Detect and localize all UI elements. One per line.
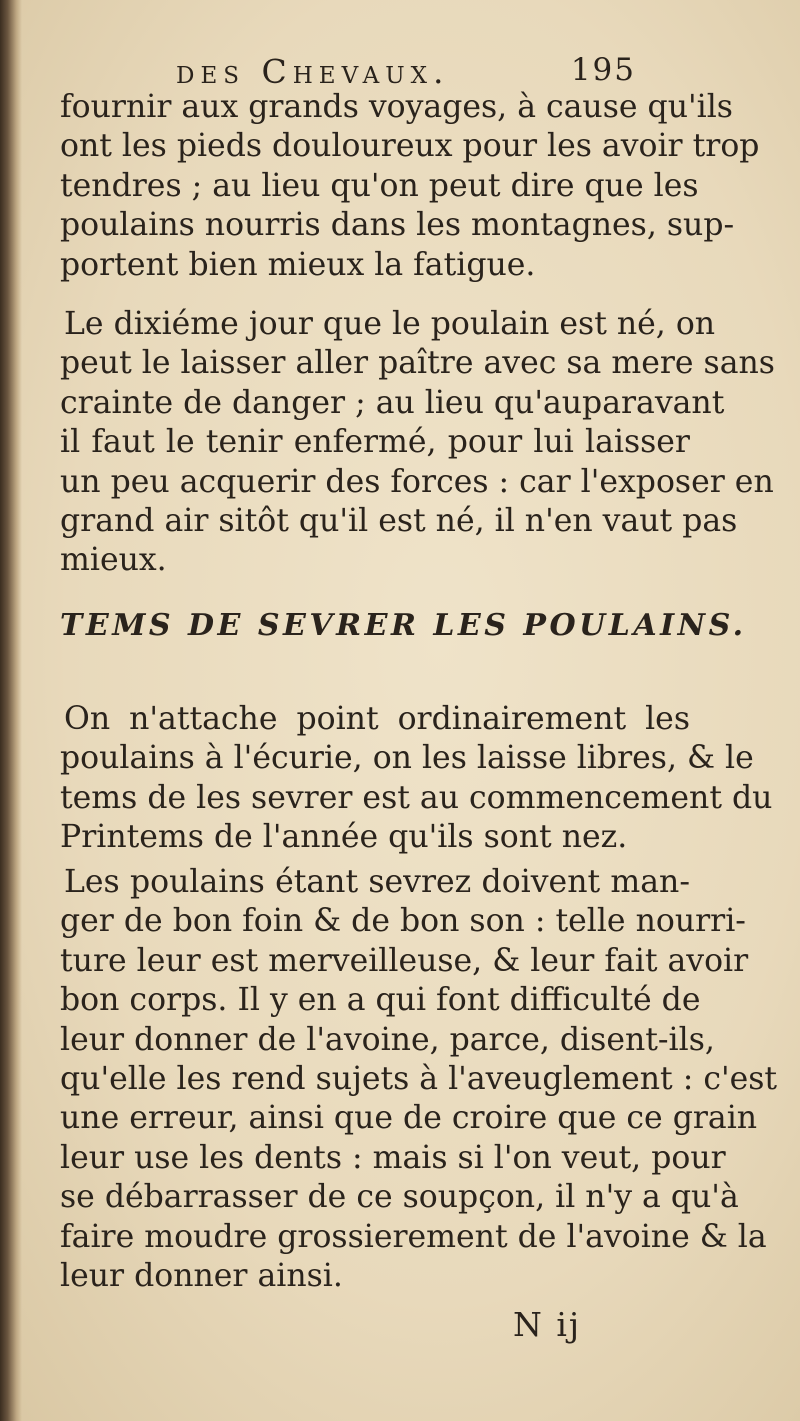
text-line: Printems de l'année qu'ils sont nez.	[60, 819, 628, 856]
text-line: leur donner ainsi.	[60, 1257, 343, 1294]
text-line: leur donner de l'avoine, parce, disent-ils,	[60, 1021, 715, 1058]
page-number: 195	[570, 52, 636, 88]
text-line: ture leur est merveilleuse, & leur fait avoir	[60, 942, 749, 979]
paragraph-feeding	[60, 863, 778, 1296]
text-line: tendres ; au lieu qu'on peut dire que les	[60, 167, 699, 204]
text-line: il faut le tenir enfermé, pour lui laisser	[60, 424, 690, 461]
text-line: grand air sitôt qu'il est né, il n'en vaut pas	[60, 502, 738, 539]
text-line: poulains nourris dans les montagnes, sup-	[60, 207, 735, 244]
text-line: portent bien mieux la fatigue.	[60, 246, 536, 283]
running-title: des Chevaux.	[176, 52, 450, 91]
text-line: bon corps. Il y en a qui font difficulté de	[60, 982, 701, 1019]
text-line: poulains à l'écurie, on les laisse libres, & le	[60, 740, 754, 777]
section-heading: TEMS DE SEVRER LES POULAINS.	[60, 608, 747, 643]
paragraph-weaning-time	[60, 700, 773, 858]
text-line: peut le laisser aller paître avec sa mere sans	[60, 345, 775, 382]
text-line: mieux.	[60, 542, 167, 579]
text-line: fournir aux grands voyages, à cause qu'ils	[60, 89, 733, 125]
text-line: se débarrasser de ce soupçon, il n'y a qu'à	[60, 1179, 739, 1216]
text-line: ont les pieds douloureux pour les avoir trop	[60, 128, 760, 165]
page-header	[176, 52, 636, 92]
paragraph-tenth-day	[60, 305, 775, 581]
paragraph-continuation	[60, 88, 760, 285]
text-line: crainte de danger ; au lieu qu'auparavant	[60, 384, 725, 421]
text-line: une erreur, ainsi que de croire que ce grain	[60, 1100, 758, 1137]
text-line: On n'attache point ordinairement les	[64, 701, 690, 737]
text-line: Les poulains étant sevrez doivent man-	[64, 864, 690, 900]
text-line: qu'elle les rend sujets à l'aveuglement : c'est	[60, 1060, 778, 1097]
text-line: leur use les dents : mais si l'on veut, pour	[60, 1139, 726, 1176]
book-gutter-shadow	[0, 0, 22, 1421]
text-line: un peu acquerir des forces : car l'exposer en	[60, 463, 774, 500]
text-line: Le dixiéme jour que le poulain est né, on	[64, 306, 716, 342]
text-line: faire moudre grossierement de l'avoine & la	[60, 1218, 767, 1255]
signature-mark: N ij	[513, 1305, 582, 1344]
text-line: ger de bon foin & de bon son : telle nourri-	[60, 903, 746, 940]
text-line: tems de les sevrer est au commencement du	[60, 779, 773, 816]
